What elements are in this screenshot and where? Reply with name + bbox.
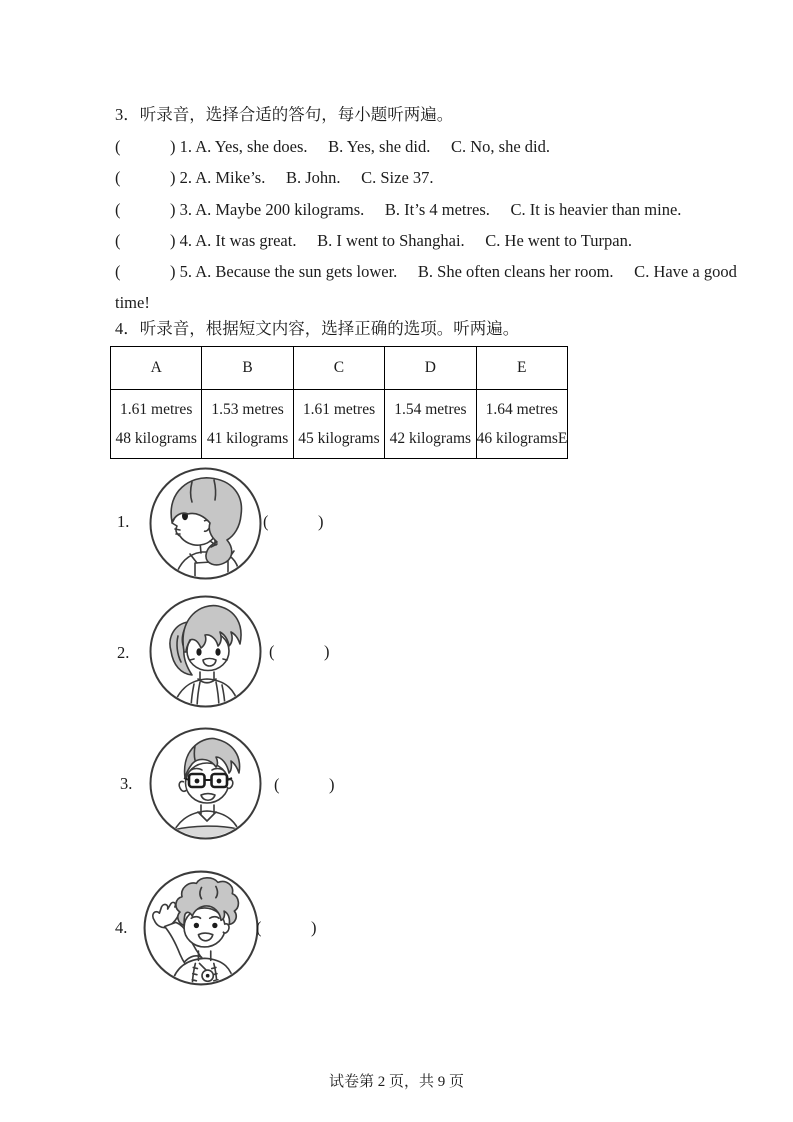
section4-heading: 4．听录音，根据短文内容，选择正确的选项。听两遍。 [115, 319, 520, 338]
weight-value: 48 kilograms [115, 430, 197, 447]
table-header-e: E [476, 347, 567, 390]
table-header-c: C [293, 347, 384, 390]
height-value: 1.61 metres [120, 401, 193, 418]
weight-value: 45 kilograms [298, 430, 380, 447]
section3-option-5-continued: time! [115, 293, 150, 312]
girl-profile-ponytail-illustration-icon [148, 466, 263, 586]
section3-option-3: ( ) 3. A. Maybe 200 kilograms. B. It’s 4 metres. C. It is heavier than mine. [115, 200, 682, 219]
section3-option-1: ( ) 1. A. Yes, she does. B. Yes, she did. C. No, she did. [115, 137, 550, 156]
weight-value: 42 kilograms [389, 430, 472, 447]
section3-option-2: ( ) 2. A. Mike’s. B. John. C. Size 37. [115, 168, 434, 187]
table-header-d: D [385, 347, 476, 390]
item-3-answer-blank: ( ) [274, 775, 335, 794]
height-value: 1.53 metres [211, 401, 284, 418]
section3-option-4: ( ) 4. A. It was great. B. I went to Shanghai. C. He went to Turpan. [115, 231, 632, 250]
height-value: 1.54 metres [394, 401, 467, 418]
section3-option-5: ( ) 5. A. Because the sun gets lower. B. She often cleans her room. C. Have a good [115, 262, 737, 281]
table-cell-e [476, 390, 567, 459]
item-1-answer-blank: ( ) [263, 512, 324, 531]
height-value: 1.64 metres [485, 401, 558, 418]
item-3-number: 3. [120, 774, 133, 793]
item-2-number: 2. [117, 643, 130, 662]
height-value: 1.61 metres [302, 401, 376, 418]
girl-smiling-side-ponytail-illustration-icon [148, 594, 263, 714]
weight-value: 41 kilograms [206, 430, 289, 447]
table-header-a: A [111, 347, 202, 390]
boy-with-glasses-illustration-icon [148, 726, 263, 846]
item-4-answer-blank: ( ) [256, 918, 317, 937]
table-header-row [111, 347, 568, 390]
table-cell-a [111, 390, 202, 459]
table-cell-c [293, 390, 384, 459]
item-2-answer-blank: ( ) [269, 642, 330, 661]
page-footer-label: 试卷第 2 页，共 9 页 [328, 1074, 464, 1090]
boy-waving-hand-illustration-icon [142, 869, 260, 992]
table-cell-d [385, 390, 476, 459]
table-header-b: B [202, 347, 293, 390]
measurements-table [110, 346, 568, 459]
table-data-row [111, 390, 568, 459]
section3-heading: 3．听录音，选择合适的答句，每小题听两遍。 [115, 105, 454, 124]
table-cell-b [202, 390, 293, 459]
item-1-number: 1. [117, 512, 130, 531]
weight-value: 46 kilogramsE [476, 430, 568, 447]
item-4-number: 4. [115, 918, 128, 937]
